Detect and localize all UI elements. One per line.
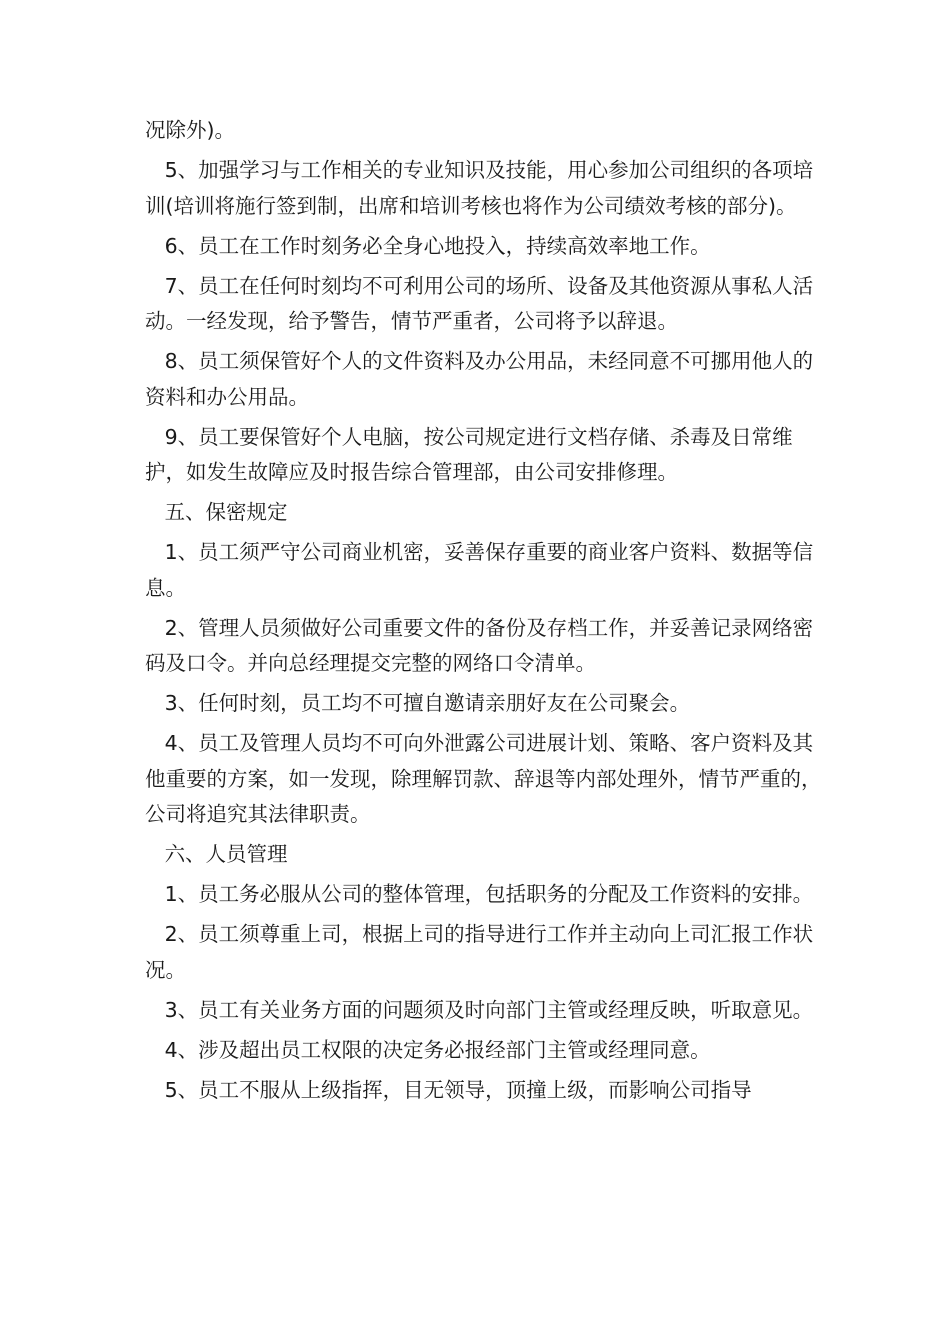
paragraph: 3、任何时刻，员工均不可擅自邀请亲朋好友在公司聚会。 (145, 691, 691, 715)
paragraph: 8、员工须保管好个人的文件资料及办公用品，未经同意不可挪用他人的资料和办公用品。 (145, 349, 814, 409)
paragraph: 6、员工在工作时刻务必全身心地投入，持续高效率地工作。 (145, 233, 711, 258)
document-body (145, 113, 825, 1113)
paragraph: 4、员工及管理人员均不可向外泄露公司进展计划、策略、客户资料及其他重要的方案，如一发现，除理解罚款、辞退等内部处理外，情节严重的，公司将追究其法律职责。 (145, 731, 822, 826)
paragraph: 5、员工不服从上级指挥，目无领导，顶撞上级，而影响公司指导 (145, 1077, 752, 1102)
paragraph: 2、管理人员须做好公司重要文件的备份及存档工作，并妥善记录网络密码及口令。并向总经理提交完整的网络口令清单。 (145, 615, 814, 675)
paragraph: 4、涉及超出员工权限的决定务必报经部门主管或经理同意。 (145, 1037, 711, 1062)
paragraph: 2、员工须尊重上司，根据上司的指导进行工作并主动向上司汇报工作状况。 (145, 922, 814, 982)
section-heading: 五、保密规定 (145, 500, 288, 524)
paragraph: 5、加强学习与工作相关的专业知识及技能，用心参加公司组织的各项培训(培训将施行签到制，出席和培训考核也将作为公司绩效考核的部分)。 (145, 158, 814, 218)
paragraph: 1、员工务必服从公司的整体管理，包括职务的分配及工作资料的安排。 (145, 882, 814, 906)
paragraph: 9、员工要保管好个人电脑，按公司规定进行文档存储、杀毒及日常维护，如发生故障应及时报告综合管理部，由公司安排修理。 (145, 424, 793, 484)
paragraph: 况除外)。 (145, 118, 235, 142)
paragraph: 7、员工在任何时刻均不可利用公司的场所、设备及其他资源从事私人活动。一经发现，给予警告，情节严重者，公司将予以辞退。 (145, 273, 814, 333)
paragraph: 1、员工须严守公司商业机密，妥善保存重要的商业客户资料、数据等信息。 (145, 540, 814, 600)
paragraph: 3、员工有关业务方面的问题须及时向部门主管或经理反映，听取意见。 (145, 997, 814, 1022)
section-heading: 六、人员管理 (145, 842, 288, 866)
